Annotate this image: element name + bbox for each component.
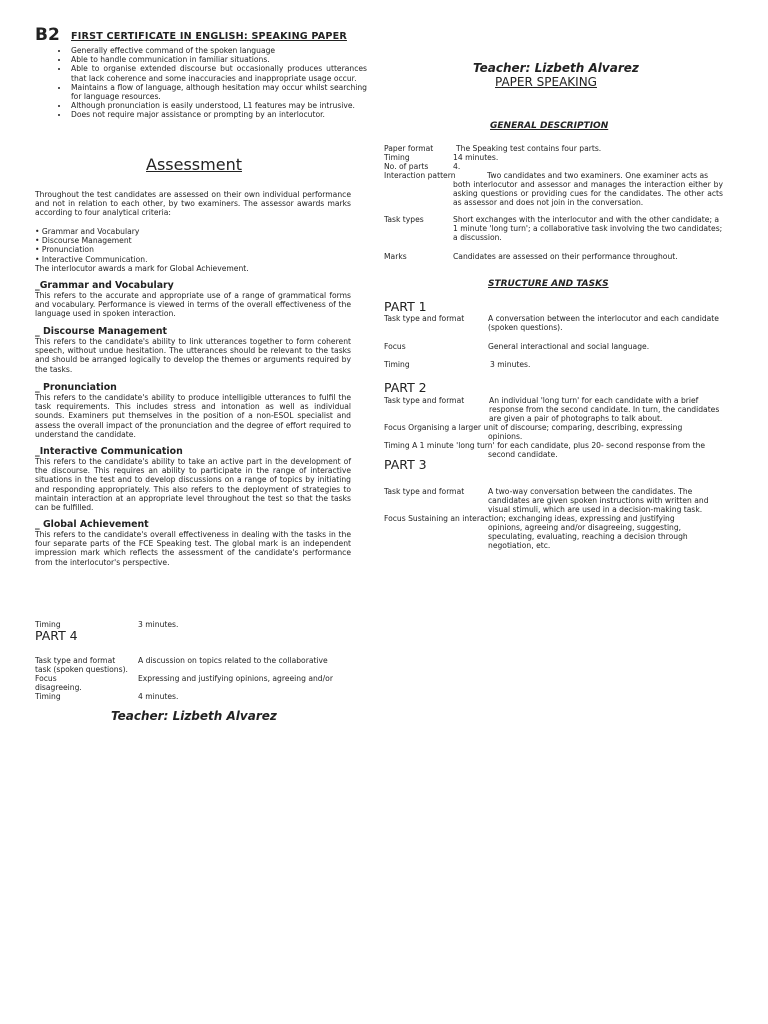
field-value: Two candidates and two examiners. One examiner acts as [487, 171, 709, 180]
field-value: Focus Sustaining an interaction; exchanging ideas, expressing and justifying [384, 514, 675, 523]
list-item: • Grammar and Vocabulary [35, 227, 351, 236]
list-item: • Discourse Management [35, 236, 351, 245]
part3-focus-row [384, 514, 724, 554]
part1-task-row [384, 314, 724, 334]
field-label: Timing [384, 360, 410, 369]
field-value: both interlocutor and assessor and manages the interaction either by asking questions or providing cues for the candidates. The other acts as assessor and does not join in the conversation. [453, 180, 723, 208]
field-label: Paper format [384, 144, 434, 153]
field-label: Task type and format [384, 396, 465, 405]
field-value: A two-way conversation between the candidates. The candidates are given spoken instructions with written and visual stimuli, which are used in a decision-making task. [488, 487, 709, 515]
list-item: • Able to organise extended discourse but occasionally produces utterances that lack coherence and some inaccuracies and inappropriate usage occur. [69, 64, 367, 82]
field-label: Task type and format [384, 487, 465, 496]
field-value: 4. [453, 162, 461, 171]
field-value: A discussion on topics related to the collaborative [138, 656, 328, 665]
part2-heading: PART 2 [384, 380, 427, 395]
field-value: second candidate. [488, 450, 558, 459]
section-text: This refers to the candidate's ability to produce intelligible utterances to fulfil the task requirements. This includes stress and intonation as well as individual sounds. Examiners put themselves in the position of a non-ESOL specialist and assess the overall impact of the pronunciation and the degree of effort required to understand the candidate. [35, 393, 351, 439]
field-value: 3 minutes. [490, 360, 531, 369]
section-text: This refers to the candidate's ability to link utterances together to form coherent speech, without undue hesitation. The utterances should be relevant to the tasks and should be arranged logically to develop the themes or arguments required by the tasks. [35, 337, 351, 374]
field-value: 14 minutes. [453, 153, 499, 162]
list-item: • Does not require major assistance or prompting by an interlocutor. [69, 110, 367, 119]
task-types-row [384, 215, 724, 245]
assessment-heading: Assessment [146, 155, 242, 174]
field-label: Interaction pattern [384, 171, 456, 180]
field-value: disagreeing. [35, 683, 82, 692]
field-label: Focus [35, 674, 57, 683]
field-label: Timing [35, 692, 61, 701]
general-description-heading: GENERAL DESCRIPTION [490, 121, 609, 131]
criteria-list [35, 227, 351, 264]
section-heading: _Grammar and Vocabulary [35, 280, 174, 291]
section-heading: _Interactive Communication [35, 446, 183, 457]
part2-focus-row [384, 423, 724, 443]
field-label: Task types [384, 215, 424, 224]
paper-title: PAPER SPEAKING [495, 75, 597, 89]
field-label: Focus [384, 342, 406, 351]
teacher-name: Teacher: Lizbeth Alvarez [111, 709, 277, 723]
field-label: Marks [384, 252, 407, 261]
part2-task-row [384, 396, 724, 426]
list-item: • Interactive Communication. [35, 255, 351, 264]
field-label: Timing [35, 620, 61, 629]
part2-timing-row [384, 441, 724, 461]
level-badge: B2 [35, 25, 60, 45]
descriptor-list [53, 46, 367, 120]
field-value: The Speaking test contains four parts. [456, 144, 602, 153]
field-value: General interactional and social language. [488, 342, 650, 351]
field-value: A conversation between the interlocutor and each candidate (spoken questions). [488, 314, 719, 333]
list-item: • Although pronunciation is easily understood, L1 features may be intrusive. [69, 101, 367, 110]
section-heading: _ Global Achievement [35, 519, 149, 530]
field-value: 4 minutes. [138, 692, 179, 701]
field-label: Task type and format [384, 314, 465, 323]
part3-task-row [384, 487, 724, 517]
list-item: • Maintains a flow of language, although hesitation may occur whilst searching for language resources. [69, 83, 367, 101]
field-value: task (spoken questions). [35, 665, 128, 674]
section-heading: _ Pronunciation [35, 382, 117, 393]
section-heading: _ Discourse Management [35, 326, 168, 337]
part4-task-row [35, 656, 351, 676]
structure-heading: STRUCTURE AND TASKS [488, 279, 609, 289]
section-text: This refers to the accurate and appropriate use of a range of grammatical forms and vocabulary. Performance is viewed in terms of the overall effectiveness of the language used in spoken interaction. [35, 291, 351, 319]
field-value: Candidates are assessed on their performance throughout. [453, 252, 678, 261]
field-label: No. of parts [384, 162, 429, 171]
part1-heading: PART 1 [384, 299, 427, 314]
field-label: Task type and format [35, 656, 116, 665]
list-item: • Able to handle communication in familiar situations. [69, 55, 367, 64]
list-item: • Generally effective command of the spoken language [69, 46, 367, 55]
field-label: Timing [384, 153, 410, 162]
list-item: • Pronunciation [35, 245, 351, 254]
section-text: This refers to the candidate's ability to take an active part in the development of the discourse. This requires an ability to participate in the range of interactive situations in the test and to develop discussions on a range of topics by initiating and responding appropriately. This also refers to the deployment of strategies to maintain interaction at an appropriate level throughout the test so that the tasks can be fulfilled. [35, 457, 351, 513]
global-note: The interlocutor awards a mark for Global Achievement. [35, 264, 249, 273]
field-value: Timing A 1 minute 'long turn' for each candidate, plus 20- second response from the [384, 441, 706, 450]
field-value: An individual 'long turn' for each candidate with a brief response from the second candidate. In turn, the candidates are given a pair of photographs to talk about. [489, 396, 720, 424]
field-value: Short exchanges with the interlocutor and with the other candidate; a 1 minute 'long turn'; a collaborative task involving the two candidates; a discussion. [453, 215, 723, 243]
field-value: 3 minutes. [138, 620, 179, 629]
field-value: Expressing and justifying opinions, agreeing and/or [138, 674, 333, 683]
part4-focus-row [35, 674, 351, 694]
teacher-name: Teacher: Lizbeth Alvarez [473, 61, 639, 75]
document-title: FIRST CERTIFICATE IN ENGLISH: SPEAKING PAPER [71, 31, 347, 42]
field-value: opinions, agreeing and/or disagreeing, suggesting, speculating, evaluating, reaching a decision through negotiation, etc. [488, 523, 688, 551]
interaction-row [384, 171, 724, 211]
field-value: opinions. [488, 432, 523, 441]
part3-heading: PART 3 [384, 457, 427, 472]
section-text: This refers to the candidate's overall effectiveness in dealing with the tasks in the four separate parts of the FCE Speaking test. The global mark is an independent impression mark which reflects the assessment of the candidate's performance from the interlocutor's perspective. [35, 530, 351, 567]
part4-heading: PART 4 [35, 628, 78, 643]
field-value: Focus Organising a larger unit of discourse; comparing, describing, expressing [384, 423, 683, 432]
assessment-intro: Throughout the test candidates are assessed on their own individual performance and not in relation to each other, by two examiners. The assessor awards marks according to four analytical criteria: [35, 190, 351, 218]
